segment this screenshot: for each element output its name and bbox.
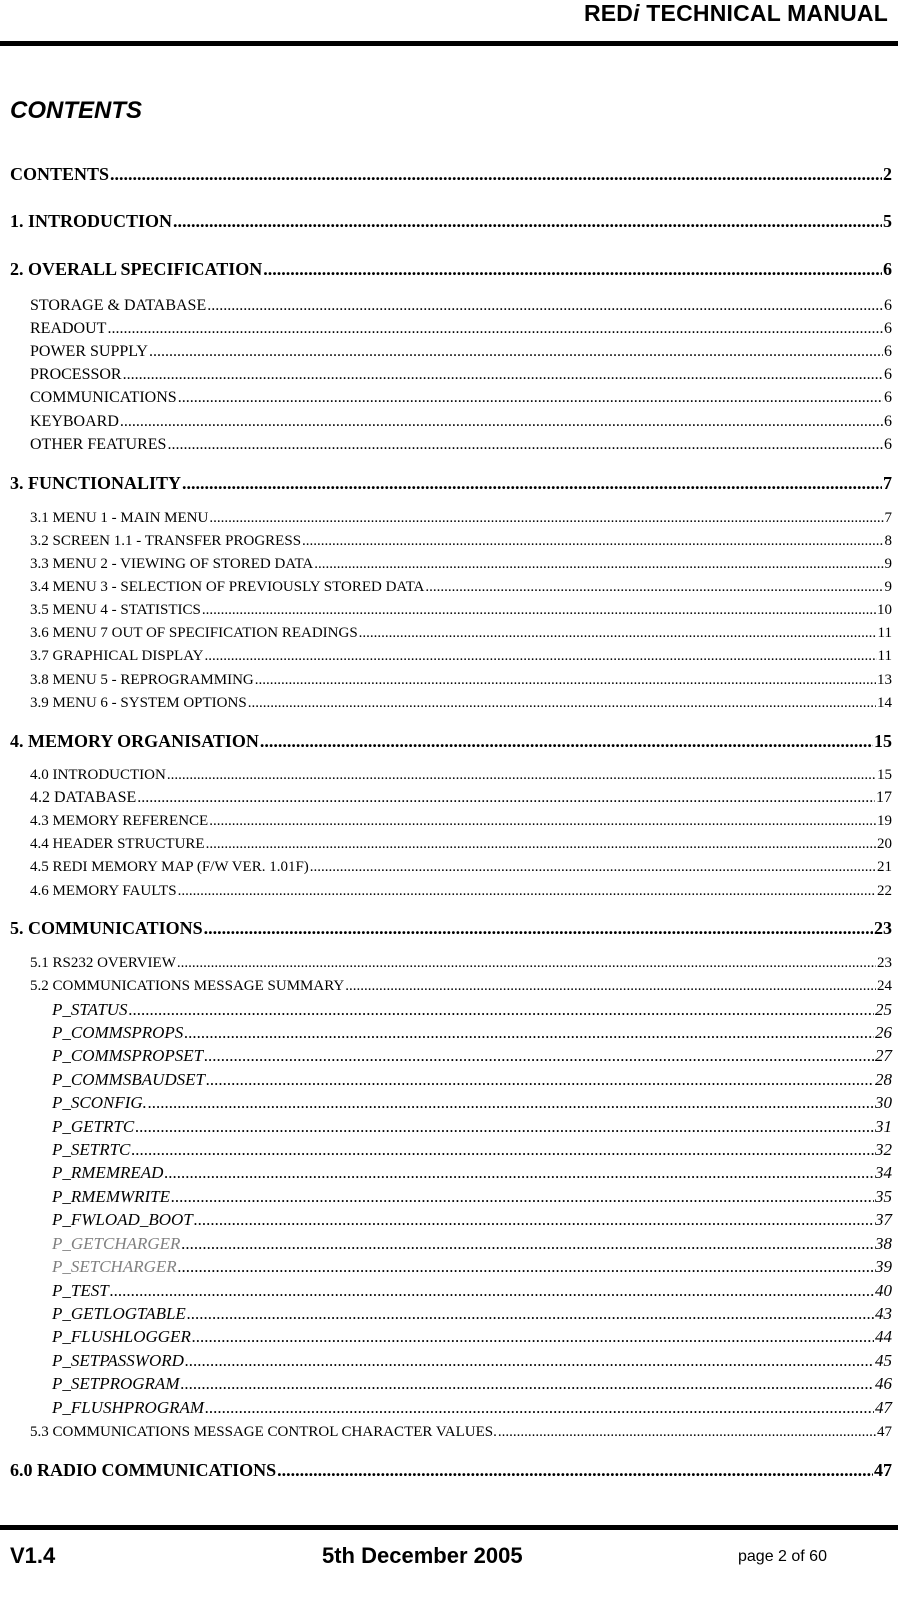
toc-entry[interactable]: 3.5 MENU 4 - STATISTICS ..... 10 — [30, 602, 892, 619]
page-number: page 2 of 60 — [738, 1548, 827, 1565]
toc-entry[interactable]: P_FLUSHPROGRAM ..... 47 — [52, 1398, 892, 1418]
toc-entry[interactable]: 3.7 GRAPHICAL DISPLAY ..... 11 — [30, 648, 892, 665]
toc-entry-functionality[interactable]: 3. FUNCTIONALITY ..... 7 — [10, 473, 892, 494]
toc-entry[interactable]: COMMUNICATIONS ..... 6 — [30, 389, 892, 407]
toc-entry[interactable]: 3.9 MENU 6 - SYSTEM OPTIONS ..... 14 — [30, 695, 892, 712]
toc-entry[interactable]: KEYBOARD ..... 6 — [30, 413, 892, 431]
toc-entry[interactable]: P_COMMSBAUDSET ..... 28 — [52, 1070, 892, 1090]
toc-entry[interactable]: P_TEST ..... 40 — [52, 1281, 892, 1301]
toc-entry-communications[interactable]: 5. COMMUNICATIONS ..... 23 — [10, 918, 892, 939]
toc-entry[interactable]: 3.8 MENU 5 - REPROGRAMMING ..... 13 — [30, 672, 892, 689]
toc-entry[interactable]: 4.6 MEMORY FAULTS ..... 22 — [30, 883, 892, 900]
toc-entry[interactable]: POWER SUPPLY ..... 6 — [30, 343, 892, 361]
toc-entry[interactable]: P_COMMSPROPSET ..... 27 — [52, 1046, 892, 1066]
toc-entry[interactable]: STORAGE & DATABASE ..... 6 — [30, 297, 892, 315]
toc-entry[interactable]: 4.5 REDI MEMORY MAP (F/W VER. 1.01F) ..... 21 — [30, 859, 892, 876]
toc-entry[interactable]: P_SETPASSWORD ..... 45 — [52, 1351, 892, 1371]
footer-rule — [0, 1525, 898, 1530]
toc-entry[interactable]: P_COMMSPROPS ..... 26 — [52, 1023, 892, 1043]
toc-entry-contents[interactable]: CONTENTS ..... 2 — [10, 164, 892, 185]
manual-title: REDi TECHNICAL MANUAL — [583, 0, 888, 26]
toc-entry[interactable]: P_RMEMWRITE ..... 35 — [52, 1187, 892, 1207]
toc-entry[interactable]: 3.2 SCREEN 1.1 - TRANSFER PROGRESS ..... 8 — [30, 533, 892, 550]
toc-entry[interactable]: OTHER FEATURES ..... 6 — [30, 436, 892, 454]
toc-entry[interactable]: 3.4 MENU 3 - SELECTION OF PREVIOUSLY STORED DATA ..... 9 — [30, 579, 892, 596]
toc-entry-introduction[interactable]: 1. INTRODUCTION ..... 5 — [10, 211, 892, 232]
toc-entry[interactable]: P_STATUS ..... 25 — [52, 1000, 892, 1020]
toc-entry[interactable]: 4.3 MEMORY REFERENCE ..... 19 — [30, 813, 892, 830]
toc-entry[interactable]: 3.3 MENU 2 - VIEWING OF STORED DATA ..... 9 — [30, 556, 892, 573]
toc-entry[interactable]: 3.6 MENU 7 OUT OF SPECIFICATION READINGS ..... 11 — [30, 625, 892, 642]
toc-entry[interactable]: 5.3 COMMUNICATIONS MESSAGE CONTROL CHARACTER VALUES. ..... 47 — [30, 1424, 892, 1441]
toc-entry[interactable]: P_SETRTC ..... 32 — [52, 1140, 892, 1160]
contents-heading: CONTENTS — [10, 97, 142, 124]
toc-entry[interactable]: P_SETCHARGER ..... 39 — [52, 1257, 892, 1277]
toc-entry[interactable]: P_FLUSHLOGGER ..... 44 — [52, 1327, 892, 1347]
toc-entry[interactable]: PROCESSOR ..... 6 — [30, 366, 892, 384]
toc-entry-radio-communications[interactable]: 6.0 RADIO COMMUNICATIONS ..... 47 — [10, 1460, 892, 1481]
toc-entry[interactable]: P_SCONFIG. ..... 30 — [52, 1093, 892, 1113]
toc-entry[interactable]: 4.2 DATABASE ..... 17 — [30, 789, 892, 807]
toc-entry[interactable]: 3.1 MENU 1 - MAIN MENU ..... 7 — [30, 510, 892, 527]
toc-entry[interactable]: P_RMEMREAD ..... 34 — [52, 1163, 892, 1183]
toc-entry[interactable]: 4.4 HEADER STRUCTURE ..... 20 — [30, 836, 892, 853]
toc-entry[interactable]: 5.1 RS232 OVERVIEW ..... 23 — [30, 955, 892, 972]
toc-entry[interactable]: P_FWLOAD_BOOT ..... 37 — [52, 1210, 892, 1230]
toc-entry-overall-specification[interactable]: 2. OVERALL SPECIFICATION ..... 6 — [10, 259, 892, 280]
toc-entry-memory-organisation[interactable]: 4. MEMORY ORGANISATION ..... 15 — [10, 731, 892, 752]
toc-entry[interactable]: 5.2 COMMUNICATIONS MESSAGE SUMMARY ..... 24 — [30, 978, 892, 995]
toc-entry[interactable]: P_GETRTC ..... 31 — [52, 1117, 892, 1137]
document-version: V1.4 — [10, 1543, 56, 1568]
header-rule — [0, 41, 898, 46]
toc-entry[interactable]: P_SETPROGRAM ..... 46 — [52, 1374, 892, 1394]
toc-entry[interactable]: P_GETLOGTABLE ..... 43 — [52, 1304, 892, 1324]
toc-entry[interactable]: 4.0 INTRODUCTION ..... 15 — [30, 767, 892, 784]
toc-entry[interactable]: P_GETCHARGER ..... 38 — [52, 1234, 892, 1254]
document-date: 5th December 2005 — [322, 1543, 523, 1568]
toc-entry[interactable]: READOUT ..... 6 — [30, 320, 892, 338]
